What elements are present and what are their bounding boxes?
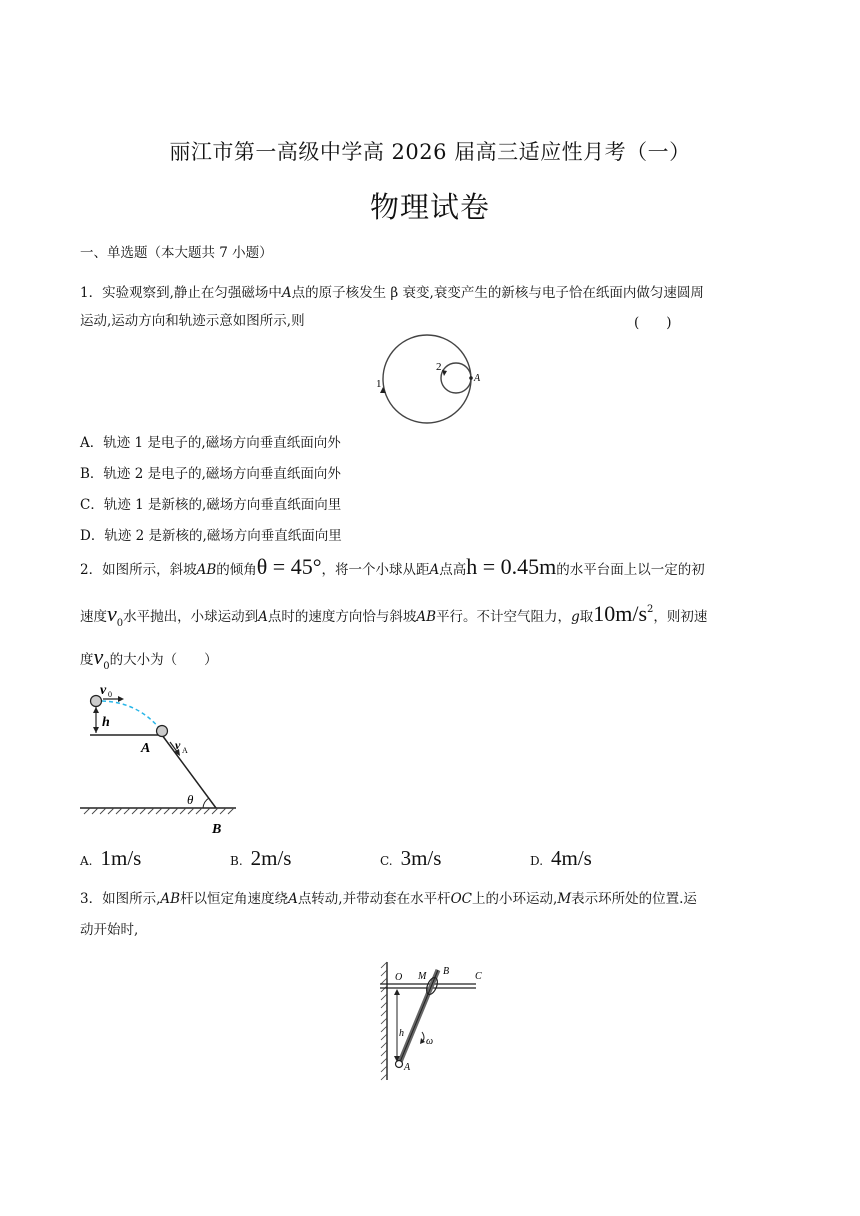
point-a-dot xyxy=(469,376,473,380)
label-o: O xyxy=(395,972,403,983)
fig-label-a: A xyxy=(474,373,481,384)
q2-figure-slope xyxy=(78,680,243,840)
h-arrow-head-up xyxy=(93,707,99,713)
q1-line1: 1．实验观察到,静止在匀强磁场中A点的原子核发生 β 衰变,衰变产生的新核与电子恰在纸面内做匀速圆周 xyxy=(80,285,704,301)
h-arrow-head-down xyxy=(93,727,99,733)
q1-option-a[interactable]: A．轨迹 1 是电子的,磁场方向垂直纸面向外 xyxy=(80,435,341,451)
theta-arc xyxy=(203,798,209,808)
q1-figure-trajectories xyxy=(370,332,500,428)
label-v0: v xyxy=(100,683,107,698)
label-a: A xyxy=(141,741,151,756)
label-va-sub: A xyxy=(182,746,188,755)
trajectory-1-circle xyxy=(383,335,471,423)
fig-label-1: 1 xyxy=(376,378,382,390)
ground-hatching xyxy=(84,808,234,814)
q2-choice-b[interactable]: B. 2m/s xyxy=(230,846,292,870)
label-b: B xyxy=(443,966,450,977)
label-c: C xyxy=(475,971,482,982)
q3-line1: 3．如图所示,AB杆以恒定角速度绕A点转动,并带动套在水平杆OC上的小环运动,M表示环所处的位置.运 xyxy=(80,891,697,907)
h-dim-head-up xyxy=(394,989,400,995)
q1-answer-paren: ( ) xyxy=(634,315,672,331)
q3-line2: 动开始时, xyxy=(80,922,139,938)
label-omega: ω xyxy=(426,1036,434,1047)
section-heading: 一、单选题（本大题共 7 小题） xyxy=(80,245,273,261)
fig-label-2: 2 xyxy=(436,361,442,373)
label-theta: θ xyxy=(187,792,194,807)
exam-subtitle: 物理试卷 xyxy=(369,190,490,224)
trajectory-2-arrow xyxy=(442,370,447,376)
trajectory-dashed xyxy=(102,701,161,730)
pivot-a xyxy=(396,1061,403,1068)
exam-title: 丽江市第一高级中学高 2026 届高三适应性月考（一） xyxy=(169,140,691,164)
wall-hatching xyxy=(381,962,387,1080)
label-b: B xyxy=(212,822,222,837)
q1-line2: 运动,运动方向和轨迹示意如图所示,则 xyxy=(80,313,305,329)
label-a: A xyxy=(404,1062,411,1073)
q2-line3: 度$v_0$的大小为（ ） xyxy=(80,644,218,672)
label-v0-sub: 0 xyxy=(108,690,112,699)
label-h: h xyxy=(399,1028,404,1039)
q2-choice-c[interactable]: C. 3m/s xyxy=(380,846,442,870)
q1-option-b[interactable]: B．轨迹 2 是电子的,磁场方向垂直纸面向外 xyxy=(80,466,341,482)
theta-equation: θ = 45° xyxy=(256,554,322,579)
q2-choice-a[interactable]: A. 1m/s xyxy=(80,846,142,870)
h-equation: h = 0.45m xyxy=(466,554,557,579)
q2-line1: 2．如图所示，斜坡AB的倾角θ = 45°，将一个小球从距A点高h = 0.45m的水平台面上以一定的初 xyxy=(80,554,705,579)
q3-figure-rotating-rod xyxy=(372,960,492,1084)
q2-choice-d[interactable]: D. 4m/s xyxy=(530,846,592,870)
q1-option-d[interactable]: D．轨迹 2 是新核的,磁场方向垂直纸面向里 xyxy=(80,528,342,544)
ball-at-a xyxy=(157,726,168,737)
q2-line2: 速度$v_0$水平抛出，小球运动到A点时的速度方向恰与斜坡AB平行。不计空气阻力，g取$10m/s^2$，则初速 xyxy=(80,601,708,629)
v0-arrow-head xyxy=(118,696,124,702)
trajectory-2-circle xyxy=(441,363,471,393)
q1-option-c[interactable]: C．轨迹 1 是新核的,磁场方向垂直纸面向里 xyxy=(80,497,342,513)
g-value: 10m/s xyxy=(593,601,648,626)
label-va: v xyxy=(175,738,181,752)
label-m: M xyxy=(418,971,427,982)
label-h: h xyxy=(102,715,110,730)
